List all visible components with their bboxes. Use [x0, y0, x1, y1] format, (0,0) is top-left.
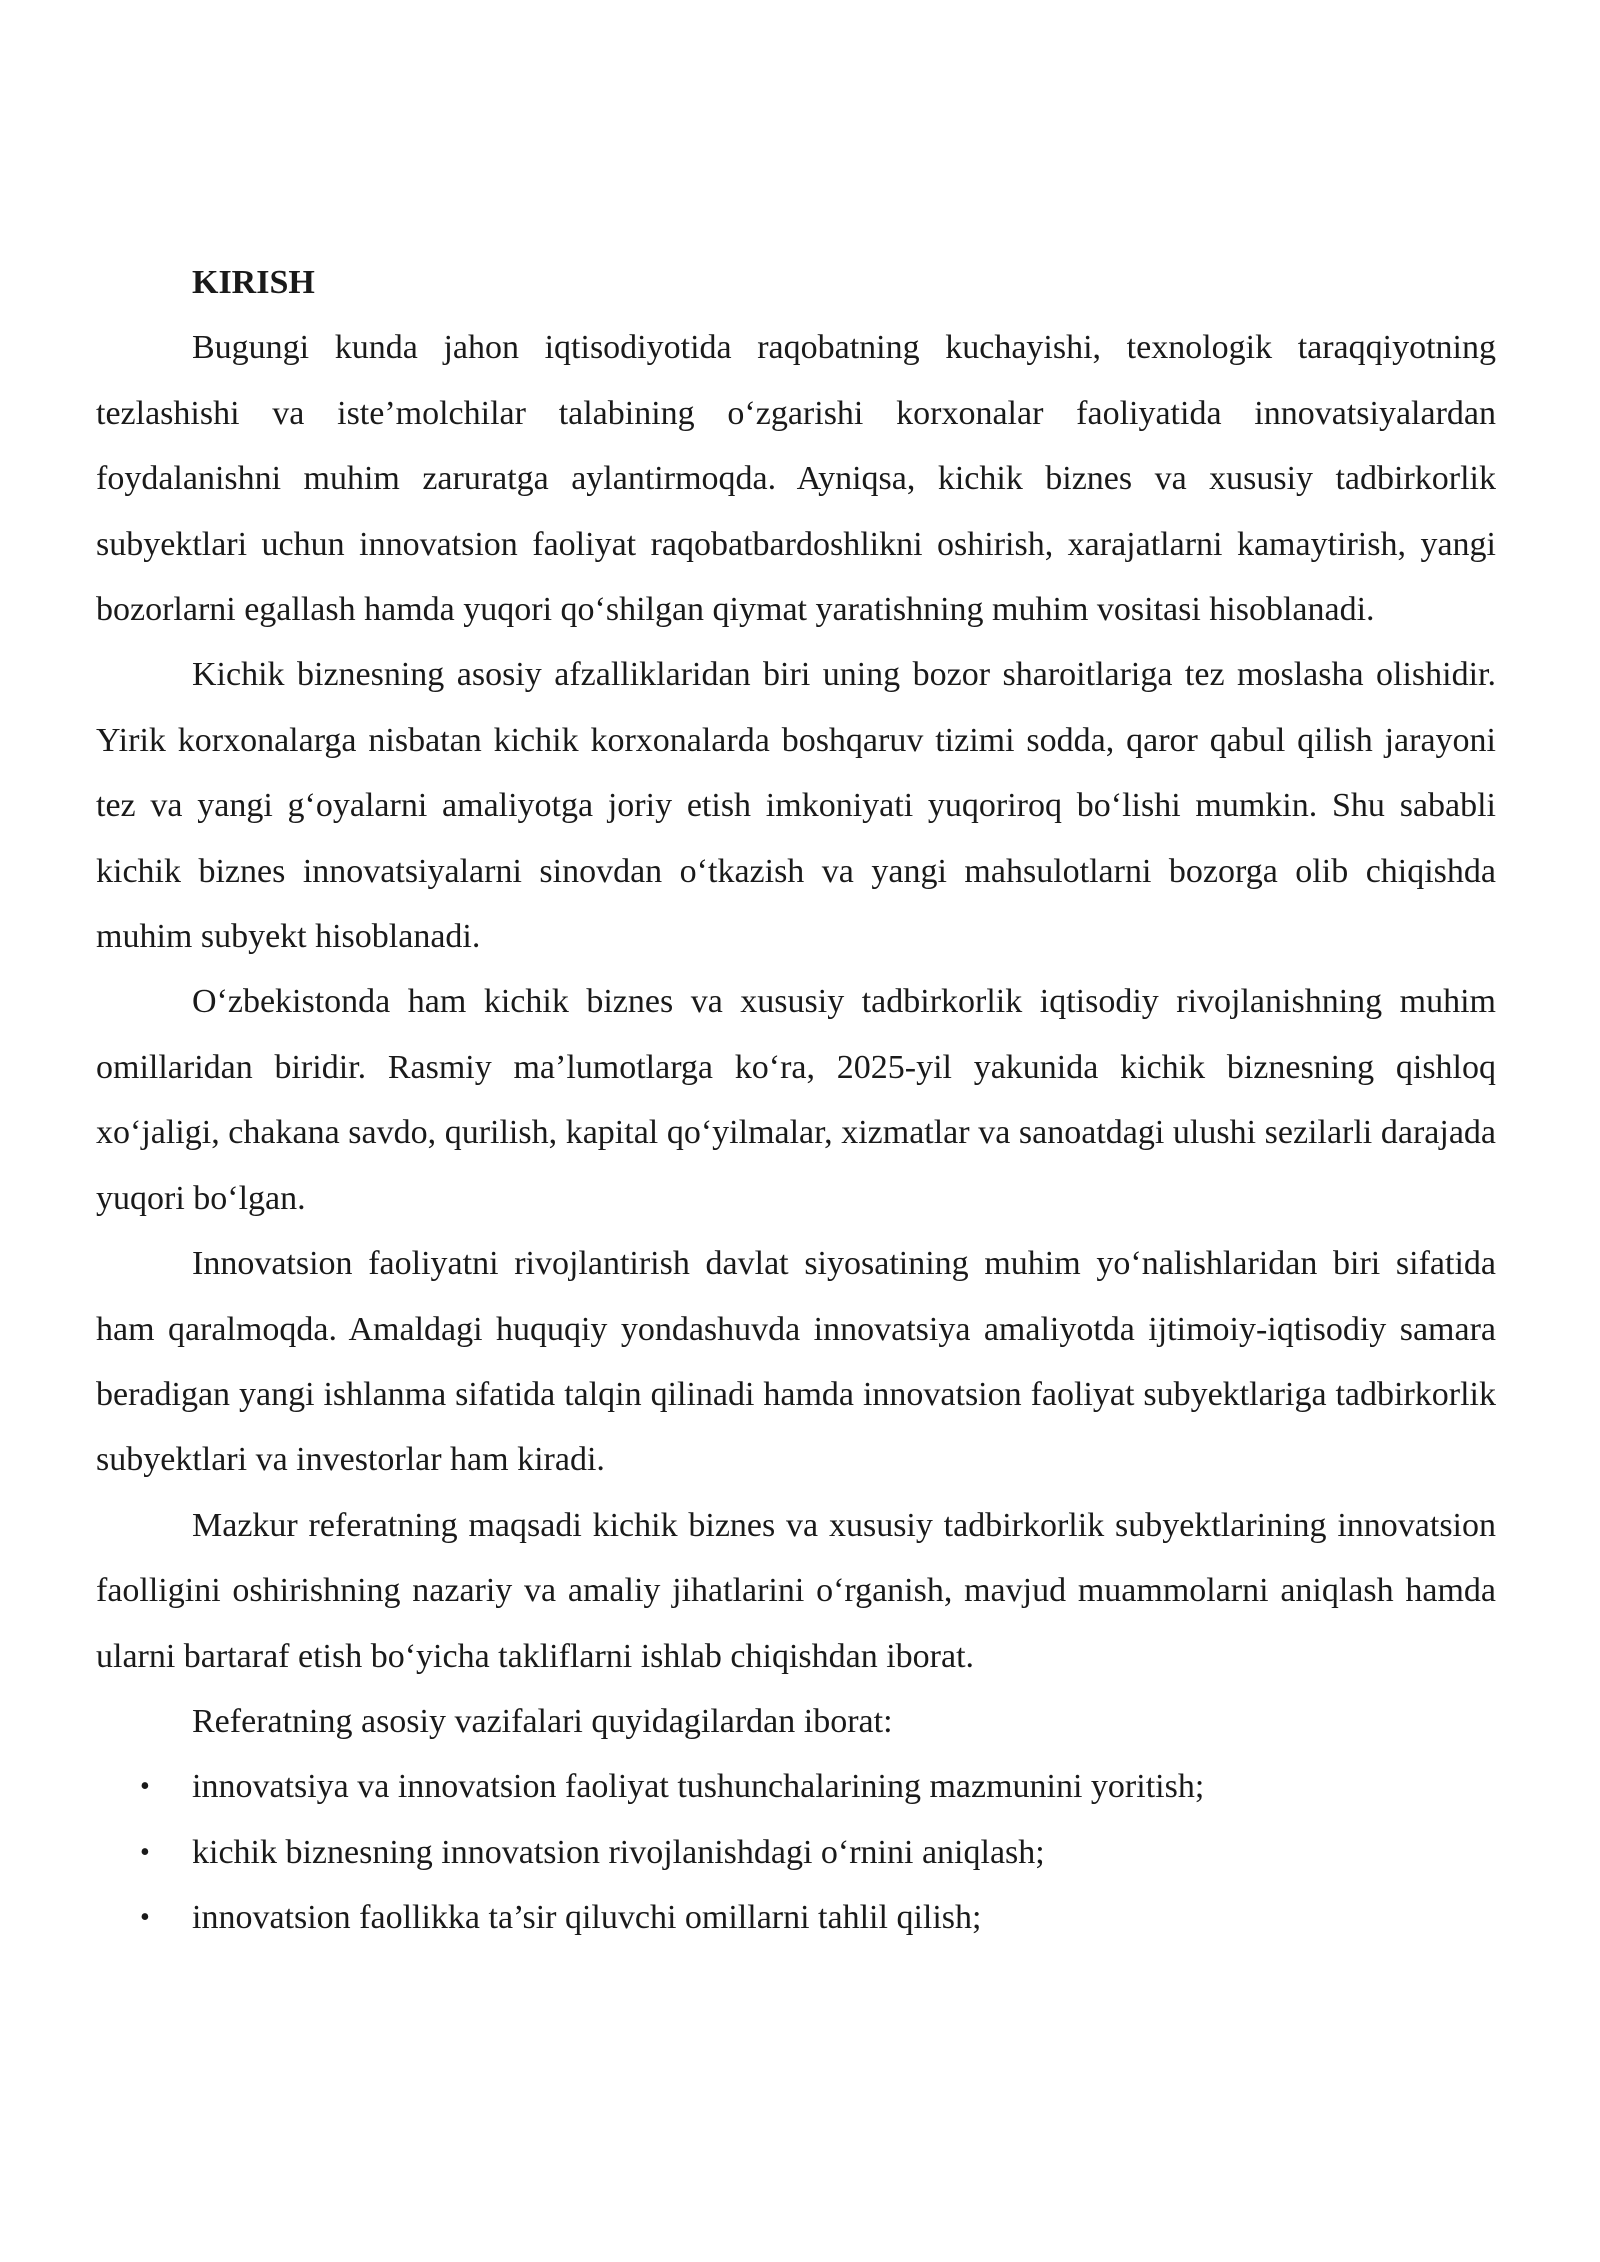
document-page: [96, 250, 1496, 1951]
section-heading: KIRISH: [192, 264, 315, 301]
paragraph-4: Innovatsion faoliyatni rivojlantirish davlat siyosatining muhim yo‘nalishlaridan biri sifatida ham qaralmoqda. Amaldagi huquqiy yondashuvda innovatsiya amaliyotda ijtimoiy-iqtisodiy samara beradigan yangi ishlanma sifatida talqin qilinadi hamda innovatsion faoliyat subyektlariga tadbirkorlik subyektlari va investorlar ham kiradi.: [96, 1245, 1496, 1479]
task-item-1: [96, 1754, 1496, 1819]
bullet-icon: •: [140, 1836, 150, 1868]
task-item-2: [96, 1820, 1496, 1885]
task-item-3: [96, 1885, 1496, 1950]
bullet-icon: •: [140, 1902, 150, 1934]
tasks-list: [96, 1754, 1496, 1950]
paragraph-5: Mazkur referatning maqsadi kichik biznes va xususiy tadbirkorlik subyektlarining innovatsion faolligini oshirishning nazariy va amaliy jihatlarini o‘rganish, mavjud muammolarni aniqlash hamda ularni bartaraf etish bo‘yicha takliflarni ishlab chiqishdan iborat.: [96, 1506, 1496, 1675]
paragraph-3: O‘zbekistonda ham kichik biznes va xususiy tadbirkorlik iqtisodiy rivojlanishning muhim omillaridan biridir. Rasmiy ma’lumotlarga ko‘ra, 2025-yil yakunida kichik biznesning qishloq xo‘jaligi, chakana savdo, qurilish, kapital qo‘yilmalar, xizmatlar va sanoatdagi ulushi sezilarli darajada yuqori bo‘lgan.: [96, 983, 1496, 1217]
task-text: innovatsiya va innovatsion faoliyat tushunchalarining mazmunini yoritish;: [192, 1768, 1205, 1806]
task-text: kichik biznesning innovatsion rivojlanishdagi o‘rnini aniqlash;: [192, 1833, 1045, 1871]
bullet-icon: •: [140, 1771, 150, 1803]
paragraph-2: Kichik biznesning asosiy afzalliklaridan biri uning bozor sharoitlariga tez moslasha olishidir. Yirik korxonalarga nisbatan kichik korxonalarda boshqaruv tizimi sodda, qaror qabul qilish jarayoni tez va yangi g‘oyalarni amaliyotga joriy etish imkoniyati yuqoriroq bo‘lishi mumkin. Shu sababli kichik biznes innovatsiyalarni sinovdan o‘tkazish va yangi mahsulotlarni bozorga olib chiqishda muhim subyekt hisoblanadi.: [96, 656, 1496, 956]
task-text: innovatsion faollikka ta’sir qiluvchi omillarni tahlil qilish;: [192, 1899, 982, 1937]
tasks-intro: Referatning asosiy vazifalari quyidagilardan iborat:: [192, 1702, 893, 1740]
paragraph-1: Bugungi kunda jahon iqtisodiyotida raqobatning kuchayishi, texnologik taraqqiyotning tezlashishi va iste’molchilar talabining o‘zgarishi korxonalar faoliyatida innovatsiyalardan foydalanishni muhim zaruratga aylantirmoqda. Ayniqsa, kichik biznes va xususiy tadbirkorlik subyektlari uchun innovatsion faoliyat raqobatbardoshlikni oshirish, xarajatlarni kamaytirish, yangi bozorlarni egallash hamda yuqori qo‘shilgan qiymat yaratishning muhim vositasi hisoblanadi.: [96, 329, 1496, 629]
